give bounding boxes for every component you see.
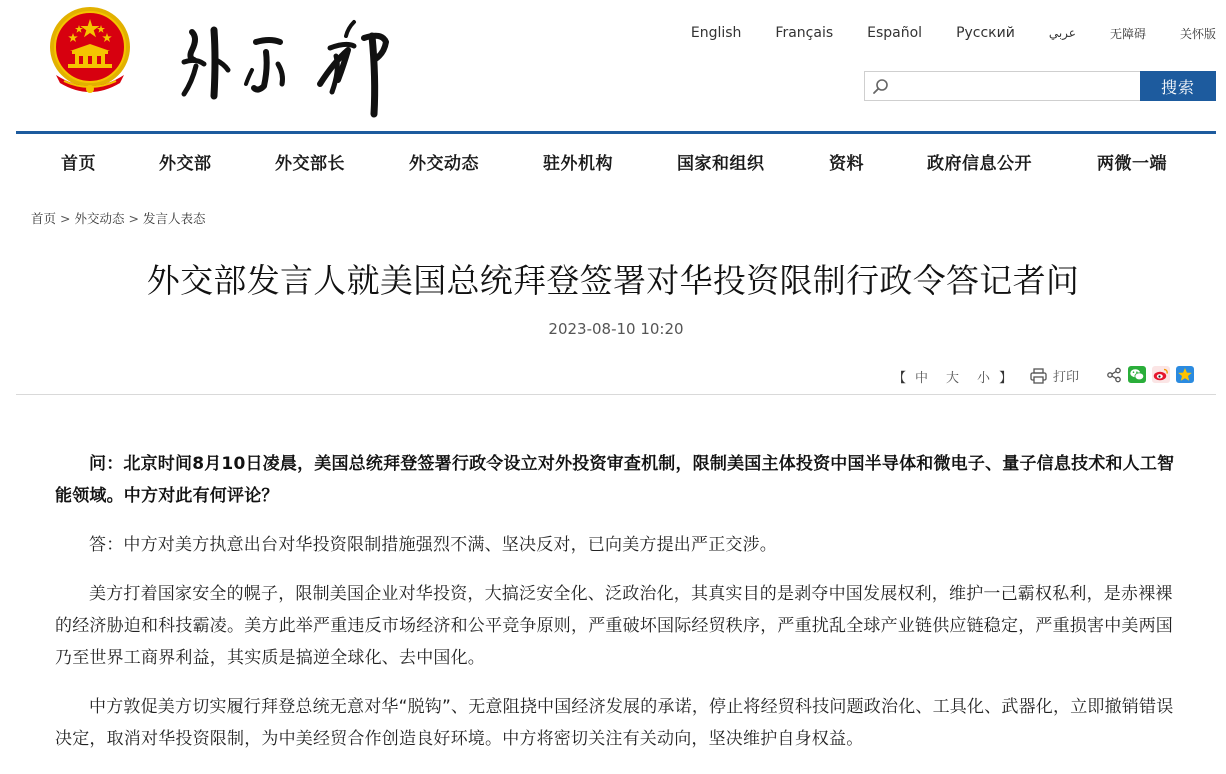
font-size-small-button[interactable]: 小 [977,371,991,386]
nav-item-missions-abroad[interactable]: 驻外机构 [543,154,613,174]
ministry-calligraphy-logo[interactable] [170,8,410,120]
article-body [55,448,1180,772]
elderly-care-mode-link[interactable]: 关怀版 [1179,26,1216,41]
nav-item-government-info[interactable]: 政府信息公开 [927,154,1032,174]
font-size-medium-button[interactable]: 中 [915,371,929,386]
language-bar [691,23,1216,43]
breadcrumb-separator: > [128,211,139,226]
accessibility-link[interactable]: 无障碍 [1109,26,1146,41]
search-bar [864,71,1216,101]
article-date: 2023-08-10 10:20 [548,320,684,338]
article-paragraph: 中方敦促美方切实履行拜登总统无意对华“脱钩”、无意阻挠中国经济发展的承诺，停止将经贸科技问题政治化、工具化、武器化，立即撤销错误决定，取消对华投资限制，为中美经贸合作创造良好环境。中方将密切关注有关动向，坚决维护自身权益。 [55,697,1174,749]
national-emblem-logo[interactable] [46,5,134,97]
print-button[interactable] [1030,366,1079,385]
breadcrumb-separator: > [60,211,71,226]
article-tools [0,366,1226,386]
nav-item-home[interactable]: 首页 [61,154,96,174]
search-icon [872,78,889,95]
nav-item-countries-organizations[interactable]: 国家和组织 [677,154,765,174]
search-button[interactable]: 搜索 [1140,71,1216,101]
nav-item-ministry[interactable]: 外交部 [159,154,212,174]
article-title: 外交部发言人就美国总统拜登签署对华投资限制行政令答记者问 [146,261,1080,300]
font-size-large-button[interactable]: 大 [946,371,960,386]
font-size-switcher [893,367,1012,386]
share-icon[interactable] [1106,367,1122,387]
article-question: 问：北京时间8月10日凌晨，美国总统拜登签署行政令设立对外投资审查机制，限制美国主体投资中国半导体和微电子、量子信息技术和人工智能领域。中方对此有何评论？ [55,454,1175,506]
article-paragraph: 美方打着国家安全的幌子，限制美国企业对华投资，大搞泛安全化、泛政治化，其真实目的是剥夺中国发展权利，维护一己霸权私利，是赤裸裸的经济胁迫和科技霸凌。美方此举严重违反市场经济和公平竞争原则，严重破坏国际经贸秩序，严重扰乱全球产业链供应链稳定，严重损害中美两国乃至世界工商界利益，其实质是搞逆全球化、去中国化。 [55,584,1173,668]
lang-french-link[interactable]: Français [775,25,834,41]
site-header [0,0,1226,132]
nav-item-social-media[interactable]: 两微一端 [1097,154,1167,174]
printer-icon [1030,368,1047,384]
bracket-close: 】 [999,371,1013,386]
nav-item-minister[interactable]: 外交部长 [275,154,345,174]
breadcrumb [31,209,206,227]
breadcrumb-news-link[interactable]: 外交动态 [74,211,125,226]
bracket-open: 【 [893,371,907,386]
breadcrumb-spokesperson-link[interactable]: 发言人表态 [143,211,206,226]
nav-item-resources[interactable]: 资料 [829,154,864,174]
lang-spanish-link[interactable]: Español [867,25,923,41]
content-divider [16,394,1216,395]
breadcrumb-home-link[interactable]: 首页 [31,211,57,226]
lang-arabic-link[interactable]: عربي [1048,26,1076,40]
qzone-star-icon[interactable] [1176,366,1194,387]
nav-item-diplomatic-news[interactable]: 外交动态 [409,154,479,174]
weibo-icon[interactable] [1152,366,1170,387]
wechat-icon[interactable] [1128,366,1146,387]
lang-russian-link[interactable]: Русский [956,25,1015,41]
share-bar [1106,366,1200,387]
print-label: 打印 [1053,370,1080,385]
lang-english-link[interactable]: English [690,25,742,41]
search-input-box[interactable] [864,71,1142,101]
search-input[interactable] [893,72,1133,98]
article-paragraph: 答：中方对美方执意出台对华投资限制措施强烈不满、坚决反对，已向美方提出严正交涉。 [89,535,777,555]
main-nav [16,134,1216,182]
